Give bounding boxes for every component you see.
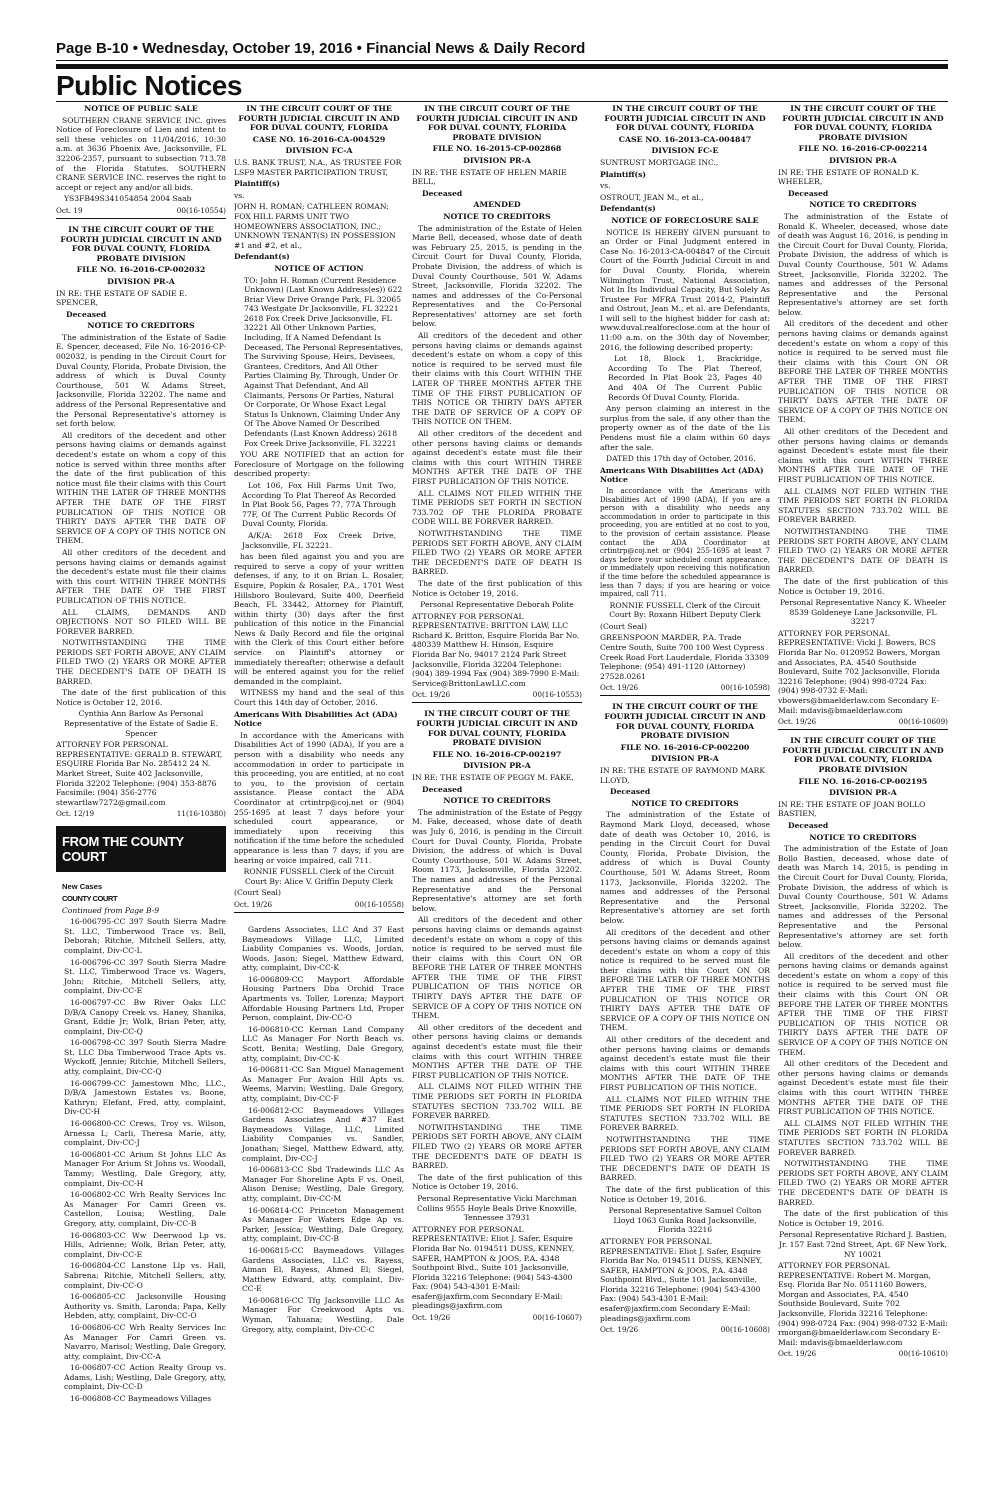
header-rule	[56, 60, 948, 61]
notice-footer: Oct. 19/26 00(16-10558)	[234, 899, 404, 909]
court-heading: IN THE CIRCUIT COURT OF THE FOURTH JUDICIAL CIRCUIT IN AND FOR DUVAL COUNTY, FLORIDA PROBATE DIVISION	[60, 224, 222, 263]
notice-footer: Oct. 19/26 00(16-10598)	[600, 683, 770, 693]
notice-separator	[778, 729, 948, 730]
court-seal: (Court Seal)	[234, 888, 281, 898]
deceased-label: Deceased	[422, 188, 463, 198]
division: DIVISION PR-A	[651, 754, 719, 764]
court-heading: IN THE CIRCUIT COURT OF THE FOURTH JUDICIAL CIRCUIT IN AND FOR DUVAL COUNTY, FLORIDA PROBATE DIVISION	[782, 736, 944, 774]
continued-note: Continued from Page B-9	[62, 905, 160, 915]
court-heading: IN THE CIRCUIT COURT OF THE FOURTH JUDICIAL CIRCUIT IN AND FOR DUVAL COUNTY, FLORIDA PROBATE DIVISION	[416, 104, 578, 142]
case-entry: 16-006805-CC Jacksonville Housing Authority vs. Smith, Laronda; Papa, Kelly Hebden, atty, complaint, Div-CC-O	[64, 1292, 226, 1321]
notice-paragraph: NOTWITHSTANDING THE TIME PERIODS SET FORTH ABOVE, ANY CLAIM FILED TWO (2) YEARS OR MORE AFTER THE DECEDENT'S DATE OF DEATH IS BARRED.	[778, 526, 948, 575]
column-3	[412, 104, 582, 1482]
versus: vs.	[600, 181, 611, 191]
notice-paragraph: All other creditors of the decedent and other persons having claims or demands against decedent's estate must file their claims with this court WITHIN THREE MONTHS AFTER THE DATE OF THE FIRST PUBLICATION OF THIS NOTICE.	[600, 1035, 770, 1092]
file-number: FILE NO. 16-2016-CP-002197	[432, 749, 562, 759]
case-number: CASE NO. 16-2013-CA-004847	[618, 134, 752, 144]
notice-paragraph: All creditors of the decedent and other persons having claims or demands against decedent's estate on whom a copy of this notice is required to be served must file their claims with this Court ON OR BEFORE THE LATER OF THREE MONTHS AFTER THE TIME OF THE FIRST PUBLICATION OF THIS NOTICE OR THIRTY DAYS AFTER THE DATE OF SERVICE OF A COPY OF THIS NOTICE ON THEM.	[778, 951, 948, 1057]
division: DIVISION FC-E	[651, 146, 719, 156]
notice-title: NOTICE OF PUBLIC SALE	[84, 104, 198, 113]
notice-paragraph: ALL CLAIMS NOT FILED WITHIN THE TIME PERIODS SET FORTH IN SECTION 733.702 OF THE FLORIDA PROBATE CODE WILL BE FOREVER BARRED.	[412, 488, 582, 527]
division: DIVISION PR-A	[107, 276, 175, 286]
notice-footer: Oct. 19 00(16-10554)	[56, 205, 226, 215]
notice-paragraph: All creditors of the decedent and other persons having claims or demands against decedent's estate on whom a copy of this notice is required to be served must file their claims with this Court ON OR BEFORE THE LATER OF THREE MONTHS AFTER THE TIME OF THE FIRST PUBLICATION OF THIS NOTICE OR THIRTY DAYS AFTER THE DATE OF SERVICE OF A COPY OF THIS NOTICE ON THEM.	[778, 319, 948, 425]
file-number: FILE NO. 16-2016-CP-002214	[798, 144, 928, 154]
column-1	[56, 104, 226, 1482]
notice-title: NOTICE OF FORECLOSURE SALE	[611, 215, 759, 225]
notice-paragraph: All other creditors of the decedent and persons having claims or demands against the decedent's estate must file their claims with this court WITHIN THREE MONTHS AFTER THE DATE OF THE FIRST PUBLICATION OF THIS NOTICE.	[56, 547, 226, 605]
column-4	[600, 104, 770, 1482]
notice-public-sale	[56, 104, 226, 219]
notice-footer: Oct. 19/26 00(16-10609)	[778, 717, 948, 727]
notice-paragraph: All creditors of the decedent and other persons having claims or demands against decedent's estate on whom a copy of this notice is required to be served must file their claims with this Court ON OR BEFORE THE LATER OF THREE MONTHS AFTER THE TIME OF THE FIRST PUBLICATION OF THIS NOTICE OR THIRTY DAYS AFTER THE DATE OF SERVICE OF A COPY OF THIS NOTICE ON THEM.	[412, 915, 582, 1021]
case-entry: 16-006813-CC Sbd Tradewinds LLC As Manager For Shoreline Apts F vs. Oneil, Alison Denise; Westling, Dale Gregory, atty, complaint, Div-CC-M	[242, 1165, 404, 1203]
case-number: CASE NO. 16-2016-CA-004529	[252, 134, 386, 144]
attorney-block: ATTORNEY FOR PERSONAL REPRESENTATIVE: Eliot J. Safer, Esquire Florida Bar No. 0194511 DUSS, KENNEY, SAFER, HAMPTON & JOOS, P.A. 4348 Southpoint Blvd., Suite 101 Jacksonville, Florida 32216 Telephone: (904) 543-4300 Fax: (904) 543-4301 E-Mail: esafer@jaxfirm.com Secondary E-Mail: pleadings@jaxfirm.com	[412, 1224, 575, 1311]
file-number: FILE NO. 16-2015-CP-002868	[432, 144, 562, 154]
notice-paragraph: ALL CLAIMS NOT FILED WITHIN THE TIME PERIODS SET FORTH IN FLORIDA STATUTES SECTION 733.702 WILL BE FOREVER BARRED.	[778, 1118, 948, 1157]
division: DIVISION PR-A	[829, 155, 897, 165]
notice-paragraph: ALL CLAIMS, DEMANDS AND OBJECTIONS NOT SO FILED WILL BE FOREVER BARRED.	[56, 607, 226, 636]
notice-paragraph: NOTWITHSTANDING THE TIME PERIODS SET FORTH ABOVE, ANY CLAIM FILED TWO (2) YEARS OR MORE AFTER THE DECEDENT'S DATE OF DEATH IS BARRED.	[412, 528, 582, 577]
notice-separator	[234, 912, 404, 913]
ada-title: Americans With Disabilities Act (ADA) Notice	[600, 465, 764, 485]
case-entry: 16-006811-CC San Miguel Management As Manager For Avalon Hill Apts vs. Weems, Marvin; Westling, Dale Gregory, atty, complaint, Div-CC-F	[242, 1065, 404, 1103]
division: DIVISION FC-A	[285, 146, 353, 156]
notice-paragraph: WITNESS my hand and the seal of this Court this 14th day of October, 2016.	[234, 688, 404, 708]
plaintiff-label: Plaintiff(s)	[600, 169, 647, 179]
attorney-block: GREENSPOON MARDER, P.A. Trade Centre South, Suite 700 100 West Cypress Creek Road Fort Lauderdale, Florida 33309 Telephone: (954) 491-1120 (Attorney) 27528.0261	[600, 633, 769, 681]
county-court-cases	[56, 882, 226, 1403]
plaintiff-label: Plaintiff(s)	[234, 179, 281, 189]
notice-paragraph: ALL CLAIMS NOT FILED WITHIN THE TIME PERIODS SET FORTH IN FLORIDA STATUTES SECTION 733.702 WILL BE FOREVER BARRED.	[412, 1082, 582, 1121]
notice-paragraph: The administration of the Estate of Helen Marie Bell, deceased, whose date of death was February 25, 2015, is pending in the Circuit Court for Duval County, Florida, Probate Division, the address of which is Duval County Courthouse, 501 W. Adams Street, Jacksonville, Florida 32202. The names and addresses of the Co-Personal Representatives and the Co-Personal Representatives' attorney are set forth below.	[412, 223, 582, 329]
court-heading: IN THE CIRCUIT COURT OF THE FOURTH JUDICIAL CIRCUIT IN AND FOR DUVAL COUNTY, FLORIDA PROBATE DIVISION	[782, 104, 944, 142]
case-entry: 16-006802-CC Wrh Realty Services Inc As Manager For Camri Green vs. Castellon, Louisa; Westling, Dale Gregory, atty, complaint, Div-CC-B	[64, 1190, 226, 1228]
notice-paragraph: The date of the first publication of this Notice is October 19, 2016.	[778, 1209, 948, 1228]
new-cases-heading: New Cases	[62, 882, 103, 892]
deceased-label: Deceased	[788, 820, 829, 830]
notice-paragraph: All other creditors of the Decedent and other persons having claims or demands against Decedent's estate must file their claims with this court WITHIN THREE MONTHS AFTER THE DATE OF THE FIRST PUBLICATION OF THIS NOTICE.	[778, 427, 948, 484]
notice-paragraph: All other creditors of the Decedent and other persons having claims or demands against Decedent's estate must file their claims with this court WITHIN THREE MONTHS AFTER THE DATE OF THE FIRST PUBLICATION OF THIS NOTICE.	[778, 1059, 948, 1117]
signature-block: Personal Representative Vicki Marchman Collins 9555 Hoyle Beals Drive Knoxville, Tennessee 37931	[416, 1193, 578, 1223]
estate-name: IN RE: THE ESTATE OF JOAN BOLLO BASTIEN,	[778, 799, 926, 819]
notice-body: SOUTHERN CRANE SERVICE INC. gives Notice of Foreclosure of Lien and intent to sell these vehicles on 11/04/2016, 10:30 a.m. at 3636 Phoenix Ave, Jacksonville, FL 32206-2357, pursuant to subsection 713.78 of the Florida Statutes. SOUTHERN CRANE SERVICE INC. reserves the right to accept or reject any and/or all bids.	[56, 115, 226, 192]
file-number: FILE NO. 16-2016-CP-002032	[76, 265, 206, 275]
clerk-block: RONNIE FUSSELL Clerk of the Circuit Court By: Roxann Hilbert Deputy Clerk	[609, 600, 761, 620]
notice-title: NOTICE TO CREDITORS	[87, 321, 195, 331]
case-entry: 16-006806-CC Wrh Realty Services Inc As Manager For Camri Green vs. Navarro, Marisol; Westling, Dale Gregory, atty, complaint, Div-CC-A	[64, 1322, 226, 1361]
notice-title: NOTICE TO CREDITORS	[809, 832, 917, 842]
notice-paragraph: ALL CLAIMS NOT FILED WITHIN THE TIME PERIODS SET FORTH IN FLORIDA STATUTES SECTION 733.702 WILL BE FOREVER BARRED.	[778, 486, 948, 525]
case-entry: 16-006809-CC Mayport Affordable Housing Partners Dba Orchid Trace Apartments vs. Toller, Lorenza; Mayport Affordable Housing Partners Ltd, Proper Person, complaint, Div-CC-O	[242, 974, 404, 1023]
attorney-block: ATTORNEY FOR PERSONAL REPRESENTATIVE: Eliot J. Safer, Esquire Florida Bar No. 0194511 DUSS, KENNEY, SAFER, HAMPTON & JOOS, P.A. 4348 Southpoint Blvd., Suite 101 Jacksonville, Florida 32216 Telephone: (904) 543-4300 Fax: (904) 543-4301 E-Mail: esafer@jaxfirm.com Secondary E-Mail: pleadings@jaxfirm.com	[600, 1236, 763, 1323]
case-entry: 16-006808-CC Baymeadows Villages	[70, 1394, 212, 1404]
case-entry: 16-006800-CC Crews, Troy vs. Wilson, Arnessa L; Carli, Theresa Marie, atty, complaint, Div-CC-J	[64, 1119, 226, 1148]
notice-paragraph: All creditors of the decedent and other persons having claims or demands against decedent's estate on whom a copy of this notice is served within three months after the date of the first publication of this notice must file their claims with this Court WITHIN THE LATER OF THREE MONTHS AFTER THE DATE OF THE FIRST PUBLICATION OF THIS NOTICE OR THIRTY DAYS AFTER THE DATE OF SERVICE OF A COPY OF THIS NOTICE ON THEM.	[56, 430, 226, 546]
notice-footer: Oct. 19/26 00(16-10608)	[600, 1325, 770, 1335]
case-entry: 16-006799-CC Jamestown Mhc, LLC., D/B/A Jamestown Estates vs. Boone, Kathryn; Elefant, Fred, atty, complaint, Div-CC-H	[64, 1078, 226, 1117]
notice-title: NOTICE TO CREDITORS	[631, 798, 739, 808]
notice-footer: Oct. 19/26 00(16-10610)	[778, 1349, 948, 1359]
column-2	[234, 104, 404, 1482]
case-entry: 16-006797-CC Bw River Oaks LLC D/B/A Canopy Creek vs. Haney, Shanika, Grant, Eddie Jr; Wolk, Brian Peter, atty, complaint, Div-CC-Q	[64, 997, 226, 1036]
plaintiff: SUNTRUST MORTGAGE INC.,	[600, 157, 719, 167]
defendant-label: Defendant(s)	[600, 204, 656, 214]
court-heading: IN THE CIRCUIT COURT OF THE FOURTH JUDICIAL CIRCUIT IN AND FOR DUVAL COUNTY, FLORIDA PROBATE DIVISION	[416, 709, 578, 748]
signature-block: Cynthia Ann Barlow As Personal Representative of the Estate of Sadie E. Spencer	[63, 709, 219, 738]
notice-paragraph: DATED this 17th day of October, 2016.	[606, 454, 756, 464]
attorney-block: ATTORNEY FOR PERSONAL REPRESENTATIVE: Robert M. Morgan, Esq. Florida Bar No. 0511160 Bowers, Morgan and Associates, P.A. 4540 Southside Boulevard, Suite 702 Jacksonville, Florida 32216 Telephone: (904) 998-0724 Fax: (904) 998-0732 E-Mail: rmorgan@bmaelderlaw.com Secondary E-Mail: mdavis@bmaelderlaw.com	[778, 1261, 948, 1347]
case-entry: 16-006816-CC Tfg Jacksonville LLC As Manager For Creekwood Apts vs. Wyman, Tahuana; Westling, Dale Gregory, atty, complaint, Div-CC-C	[242, 1295, 404, 1334]
notice-paragraph: has been filed against you and you are required to serve a copy of your written defenses, if any, to it on Brian L. Rosaler, Esquire, Popkin & Rosaler, P.A., 1701 West Hillsboro Boulevard, Suite 400, Deerfield Beach, FL 33442, Attorney for Plaintiff, within thirty (30) days after the first publication of this notice in the Financial News & Daily Record and file the original with the Clerk of this Court either before service on Plaintiff's attorney or immediately thereafter; otherwise a default will be entered against you for the relief demanded in the complaint.	[234, 552, 404, 686]
case-entry: 16-006812-CC Baymeadows Villages Gardens Associates And #37 East Baymeadows Village, LLC, Limited Liability Companies vs. Sandler, Jonathan; Siegel, Matthew Edward, atty, complaint, Div-CC-J	[242, 1105, 404, 1163]
legal-description: Lot 106, Fox Hill Farms Unit Two, According To Plat Thereof As Recorded In Plat Book 56, Pages 77, 77A Through 77F, Of The Current Public Records Of Duval County, Florida.	[242, 480, 396, 529]
notice-spencer	[56, 225, 226, 818]
case-list	[56, 917, 226, 1404]
notice-fake	[412, 709, 582, 1322]
notice-paragraph: The administration of the Estate of Raymond Mark Lloyd, deceased, whose date of death was October 10, 2016, is pending in the Circuit Court for Duval County, Florida, Probate Division, the address of which is Duval County Courthouse, 501 W. Adams Street, Room 1173, Jacksonville, Florida 32202. The names and addresses of the Personal Representative and the Personal Representative's attorney are set forth below.	[600, 810, 770, 925]
notice-paragraph: The date of the first publication of this Notice is October 19, 2016.	[412, 1172, 582, 1192]
notice-footer: Oct. 19/26 00(16-10553)	[412, 690, 582, 700]
defendant: OSTROUT, JEAN M., et al.,	[600, 192, 704, 202]
case-entry: 16-006796-CC 397 South Sierra Madre St. LLC, Timberwood Trace vs. Wagers, John; Ritchie, Mitchell Sellers, atty, complaint, Div-CC-E	[64, 957, 226, 996]
section-rule	[56, 101, 948, 102]
column-5	[778, 104, 948, 1482]
notice-bastien	[778, 736, 948, 1358]
ada-title: Americans With Disabilities Act (ADA) Notice	[234, 709, 398, 729]
notice-paragraph: All creditors of the decedent and other persons having claims or demands against decedent's estate on whom a copy of this notice is required to be served must file their claims with this Court ON OR BEFORE THE LATER OF THREE MONTHS AFTER THE TIME OF THE FIRST PUBLICATION OF THIS NOTICE OR THIRTY DAYS AFTER THE DATE OF SERVICE OF A COPY OF THIS NOTICE ON THEM.	[600, 927, 770, 1033]
vehicle-vin: YS3FB49S341054854 2004 Saab	[64, 194, 192, 204]
plaintiff: U.S. BANK TRUST, N.A., AS TRUSTEE FOR LSF9 MASTER PARTICIPATION TRUST,	[234, 157, 402, 177]
section-title: Public Notices	[56, 70, 242, 101]
case-entry: 16-006815-CC Baymeadows Villages Gardens Associates, LLC vs. Rayess, Aiman El, Rayess, Ahmed El; Siegel, Matthew Edward, atty, complaint, Div-CC-E	[242, 1245, 404, 1294]
notice-separator	[600, 695, 770, 696]
county-court-banner: FROM THE COUNTY COURT	[56, 826, 226, 872]
notice-paragraph: NOTWITHSTANDING THE TIME PERIODS SET FORTH ABOVE, ANY CLAIM FILED TWO (2) YEARS OR MORE AFTER THE DECEDENT'S DATE OF DEATH IS BARRED.	[600, 1134, 770, 1183]
legal-description: Lot 18, Block 1, Brackridge, According To The Plat Thereof, Recorded In Plat Book 23, Pages 40 And 40A Of The Current Public Records Of Duval County, Florida.	[608, 354, 762, 402]
notice-paragraph: NOTWITHSTANDING THE TIME PERIODS SET FORTH ABOVE, ANY CLAIM FILED TWO (2) YEARS OR MORE AFTER THE DECEDENT'S DATE OF DEATH IS BARRED.	[412, 1122, 582, 1171]
estate-name: IN RE: THE ESTATE OF RAYMOND MARK LLOYD,	[600, 766, 766, 785]
case-entry: 16-006814-CC Princeton Management As Manager For Waters Edge Ap vs. Parker, Jessica; Westling, Dale Gregory, atty, complaint, Div-CC-B	[242, 1205, 404, 1244]
notice-paragraph: The administration of the Estate of Sadie E. Spencer, deceased, File No. 16-2016-CP-002032, is pending in the Circuit Court for Duval County, Florida, Probate Division, the address of which is Duval County Courthouse, 501 W. Adams Street, Jacksonville, Florida 32202. The name and address of the Personal Representative and the Personal Representative's attorney is set forth below.	[56, 332, 226, 429]
signature-block: Personal Representative Nancy K. Wheeler 8539 Goldeneye Lane Jacksonville, FL 32217	[779, 598, 947, 627]
notice-paragraph: YOU ARE NOTIFIED that an action for Foreclosure of Mortgage on the following described property:	[234, 450, 404, 479]
attorney-block: ATTORNEY FOR PERSONAL REPRESENTATIVE: Vicki J. Bowers, BCS Florida Bar No. 0120952 Bowers, Morgan and Associates, P.A. 4540 Southside Boulevard, Suite 702 Jacksonville, Florida 32216 Telephone: (904) 998-0724 Fax: (904) 998-0732 E-Mail: vbowers@bmaelderlaw.com Secondary E-Mail: mdavis@bmaelderlaw.com	[778, 628, 941, 715]
notice-title: NOTICE TO CREDITORS	[443, 211, 551, 221]
notice-paragraph: The date of the first publication of this Notice is October 19, 2016.	[600, 1184, 770, 1204]
recipient-block: TO: John H. Roman (Current Residence Unknown) (Last Known Address(es)) 622 Briar View Drive Orange Park, FL 32065 743 Westgate Dr Jacksonville, FL 32221 2618 Fox Creek Drive Jacksonville, FL 32221 All Other Unknown Parties, Including, If A Named Defendant Is Deceased, The Personal Representatives, The Surviving Spouse, Heirs, Devisees, Grantees, Creditors, And All Other Parties Claiming By, Through, Under Or Against That Defendant, And All Claimants, Persons Or Parties, Natural Or Corporate, Or Whose Exact Legal Status Is Unknown, Claiming Under Any Of The Above Named Or Described Defendants (Last Known Address) 2618 Fox Creek Drive Jacksonville, FL 32221	[244, 275, 404, 448]
notice-footer: Oct. 12/19 11(16-10380)	[56, 809, 226, 819]
case-entry: 16-006803-CC Ww Deerwood Lp vs. Hills, Adrienne; Wolk, Brian Peter, atty, complaint, Div-CC-E	[64, 1230, 226, 1259]
deceased-label: Deceased	[788, 188, 829, 198]
case-entry: 16-006804-CC Lanstone Llp vs. Hall, Sabrena; Ritchie, Mitchell Sellers, atty, complaint, Div-CC-O	[64, 1261, 226, 1290]
versus: vs.	[234, 190, 245, 200]
notice-paragraph: NOTWITHSTANDING THE TIME PERIODS SET FORTH ABOVE, ANY CLAIM FILED TWO (2) YEARS OR MORE AFTER THE DECEDENT'S DATE OF DEATH IS BARRED.	[56, 638, 226, 686]
notice-title: NOTICE TO CREDITORS	[809, 200, 917, 210]
court-seal: (Court Seal)	[600, 621, 647, 631]
division: DIVISION PR-A	[829, 788, 897, 798]
notice-paragraph: All creditors of the decedent and other persons having claims or demands against decedent's estate on whom a copy of this notice is required to be served must file their claims with this Court WITHIN THE LATER OF THREE MONTHS AFTER THE TIME OF THE FIRST PUBLICATION OF THIS NOTICE OR THIRTY DAYS AFTER THE DATE OF SERVICE OF A COPY OF THIS NOTICE ON THEM.	[412, 331, 582, 427]
case-entry: 16-006801-CC Arium St Johns LLC As Manager For Arium St Johns vs. Woodall, Tammy; Westling, Dale Gregory, atty, complaint, Div-CC-H	[64, 1149, 226, 1188]
notice-wheeler	[778, 104, 948, 730]
page-masthead	[56, 40, 948, 62]
notice-lloyd	[600, 702, 770, 1334]
estate-name: IN RE: THE ESTATE OF PEGGY M. FAKE,	[412, 773, 574, 782]
file-number: FILE NO. 16-2016-CP-002200	[620, 742, 750, 752]
notice-paragraph: The date of the first publication of this Notice is October 12, 2016.	[56, 688, 226, 707]
estate-name: IN RE: THE ESTATE OF HELEN MARIE BELL,	[412, 167, 567, 187]
notice-paragraph: NOTWITHSTANDING THE TIME PERIODS SET FORTH ABOVE, ANY CLAIM FILED TWO (2) YEARS OR MORE AFTER THE DECEDENT'S DATE OF DEATH IS BARRED.	[778, 1159, 948, 1207]
ada-paragraph: In accordance with the Americans with Disabilities Act of 1990 (ADA), If you are a person with a disability who needs any accommodation in order to participate in this proceeding, you are entitled, at no cost to you, to the provision of certain assistance. Please contact the ADA Coordinator at crtintrp@coj.net or (904) 255-1695 at least 7 days before your scheduled court appearance, or immediately upon receiving this notification if the time before the scheduled appearance is less than 7 days; if you are hearing or voice impaired, call 711.	[234, 730, 404, 865]
notice-paragraph: All other creditors of the decedent and other persons having claims or demands against decedent's estate must file their claims with this court WITHIN THREE MONTHS AFTER THE DATE OF THE FIRST PUBLICATION OF THIS NOTICE.	[412, 429, 582, 486]
deceased-label: Deceased	[610, 787, 651, 797]
notice-paragraph: The date of the first publication of this Notice is October 19, 2016.	[778, 576, 948, 596]
court-heading: IN THE CIRCUIT COURT OF THE FOURTH JUDICIAL CIRCUIT IN AND FOR DUVAL COUNTY, FLORIDA	[238, 104, 400, 133]
notice-separator	[412, 702, 582, 703]
signature-block: Personal Representative Richard J. Bastien, Jr. 157 East 72nd Street, Apt. 6F New York, NY 10021	[779, 1230, 947, 1259]
property-address: A/K/A: 2618 Fox Creek Drive, Jacksonville, FL 32221.	[242, 530, 396, 550]
case-list-continued	[234, 925, 404, 1334]
amended-label: AMENDED	[473, 200, 521, 210]
notice-paragraph: The date of the first publication of this Notice is October 19, 2016.	[412, 578, 582, 598]
signature-block: Personal Representative Deborah Polite	[420, 600, 574, 610]
notice-paragraph: The administration of the Estate of Peggy M. Fake, deceased, whose date of death was July 6, 2016, is pending in the Circuit Court for Duval County, Florida, Probate Division, the address of which is Duval County Courthouse, 501 W. Adams Street, Room 1173, Jacksonville, Florida 32202. The names and addresses of the Personal Representative and the Personal Representative's attorney are set forth below.	[412, 807, 582, 913]
notice-footer: Oct. 19/26 00(16-10607)	[412, 1313, 582, 1323]
case-entry: 16-006807-CC Action Realty Group vs. Adams, Lish; Westling, Dale Gregory, atty, complaint, Div-CC-D	[64, 1363, 226, 1392]
defendant: JOHN H. ROMAN; CATHLEEN ROMAN; FOX HILL FARMS UNIT TWO HOMEOWNERS ASSOCIATION, INC.; UNKNOWN TENANT(S) IN POSSESSION #1 and #2, et al.,	[234, 202, 396, 250]
defendant-label: Defendant(s)	[234, 252, 290, 262]
county-court-heading: COUNTY COURT	[62, 893, 118, 903]
court-heading: IN THE CIRCUIT COURT OF THE FOURTH JUDICIAL CIRCUIT IN AND FOR DUVAL COUNTY, FLORIDA PROBATE DIVISION	[604, 702, 766, 741]
notice-paragraph: The administration of the Estate of Ronald K. Wheeler, deceased, whose date of death was August 16, 2016, is pending in the Circuit Court for Duval County, Florida, Probate Division, the address of which is Duval County Courthouse, 501 W. Adams Street, Jacksonville, Florida 32202. The names and addresses of the Personal Representative and the Personal Representative's attorney are set forth below.	[778, 211, 948, 317]
estate-name: IN RE: THE ESTATE OF SADIE E. SPENCER,	[56, 288, 188, 308]
court-heading: IN THE CIRCUIT COURT OF THE FOURTH JUDICIAL CIRCUIT IN AND FOR DUVAL COUNTY, FLORIDA	[604, 104, 766, 133]
case-entry: 16-006798-CC 397 South Sierra Madre St. LLC Dba Timberwood Trace Apts vs. Wyckoff, Jennie; Ritchie, Mitchell Sellers, atty, complaint, Div-CC-Q	[64, 1038, 226, 1077]
case-entry: Gardens Associates, LLC And 37 East Baymeadows Village LLC, Limited Liability Companies vs. Woods, Jordan, Woods, Jason; Siegel, Matthew Edward, atty, complaint, Div-CC-K	[242, 924, 404, 973]
notice-ostrout	[600, 104, 770, 696]
notice-title: NOTICE OF ACTION	[274, 263, 364, 273]
case-entry: 16-006795-CC 397 South Sierra Madre St. LLC, Timberwood Trace vs. Bell, Deborah; Ritchie, Mitchell Sellers, atty, complaint, Div-CC-L	[64, 917, 226, 955]
deceased-label: Deceased	[422, 784, 463, 794]
notice-separator	[56, 218, 226, 219]
file-number: FILE NO. 16-2016-CP-002195	[798, 776, 928, 786]
notice-paragraph: The administration of the Estate of Joan Bollo Bastien, deceased, whose date of death was March 14, 2015, is pending in the Circuit Court for Duval County, Florida, Probate Division, the address of which is Duval County Courthouse, 501 W. Adams Street, Jacksonville, Florida 32202. The names and addresses of the Personal Representative and the Personal Representative's attorney are set forth below.	[778, 844, 948, 950]
notice-paragraph: Any person claiming an interest in the surplus from the sale, if any other than the property owner as of the date of the Lis Pendens must file a claim within 60 days after the sale.	[600, 404, 770, 452]
notice-bell	[412, 104, 582, 703]
notice-paragraph: NOTICE IS HEREBY GIVEN pursuant to an Order or Final Judgment entered in Case No. 16-2013-CA-004847 of the Circuit Court of the Fourth Judicial Circuit in and for Duval County, Florida, wherein Wilmington Trust, National Association, Not In Its Individual Capacity, But Solely As Trustee For MFRA Trust 2014-2, Plaintiff and Ostrout, Jean M., et al. are Defendants, I will sell to the highest bidder for cash at: www.duval.realforeclose.com at the hour of 11:00 a.m. on the 30th day of November, 2016, the following described property:	[600, 227, 770, 352]
page-header: Page B-10 • Wednesday, October 19, 2016 • Financial News & Daily Record	[56, 40, 586, 57]
deceased-label: Deceased	[66, 309, 107, 319]
signature-block: Personal Representative Samuel Colton Lloyd 1063 Gunka Road Jacksonville, Florida 32216	[608, 1206, 762, 1235]
notice-title: NOTICE TO CREDITORS	[443, 796, 551, 806]
division: DIVISION PR-A	[463, 761, 531, 771]
estate-name: IN RE: THE ESTATE OF RONALD K. WHEELER,	[778, 167, 920, 187]
notice-paragraph: All other creditors of the decedent and other persons having claims or demands against decedent's estate must file their claims with this court WITHIN THREE MONTHS AFTER THE DATE OF THE FIRST PUBLICATION OF THIS NOTICE.	[412, 1022, 582, 1080]
division: DIVISION PR-A	[463, 155, 531, 165]
attorney-block: ATTORNEY FOR PERSONAL REPRESENTATIVE: GERALD B. STEWART, ESQUIRE Florida Bar No. 285412 24 N. Market Street, Suite 402 Jacksonville, Florida 32202 Telephone: (904) 353-8876 Facsimile: (904) 356-2776 stewartlaw7272@gmail.com	[56, 740, 223, 807]
notice-paragraph: ALL CLAIMS NOT FILED WITHIN THE TIME PERIODS SET FORTH IN FLORIDA STATUTES SECTION 733.702 WILL BE FOREVER BARRED.	[600, 1094, 770, 1133]
case-entry: 16-006810-CC Kernan Land Company LLC As Manager For North Beach vs. Scott, Benita; Westling, Dale Gregory, atty, complaint, Div-CC-K	[242, 1024, 404, 1063]
header-rule-thick	[56, 64, 948, 69]
ada-paragraph: In accordance with the Americans with Disabilities Act of 1990 (ADA), If you are a person with a disability who needs any accommodation in order to participate in this proceeding, you are entitled at no cost to you, to the provision of certain assistance. Please contact the ADA Coordinator at crtintrp@coj.net or (904) 255-1695 at least 7 days before your scheduled court appearance, or immediately upon receiving this notification if the time before the scheduled appearance is less than 7 days; if you are hearing or voice impaired, call 711.	[600, 486, 770, 599]
notice-roman	[234, 104, 404, 913]
clerk-block: RONNIE FUSSELL Clerk of the Circuit Court By: Alice V. Griffin Deputy Clerk	[243, 867, 395, 886]
attorney-block: ATTORNEY FOR PERSONAL REPRESENTATIVE: BRITTON LAW, LLC Richard K. Britton, Esquire Florida Bar No. 480339 Matthew H. Hinson, Esquire Florida Bar No. 94017 2124 Park Street Jacksonville, Florida 32204 Telephone: (904) 389-1994 Fax (904) 389-7990 E-Mail: Service@BrittonLawLLC.com	[412, 611, 580, 688]
